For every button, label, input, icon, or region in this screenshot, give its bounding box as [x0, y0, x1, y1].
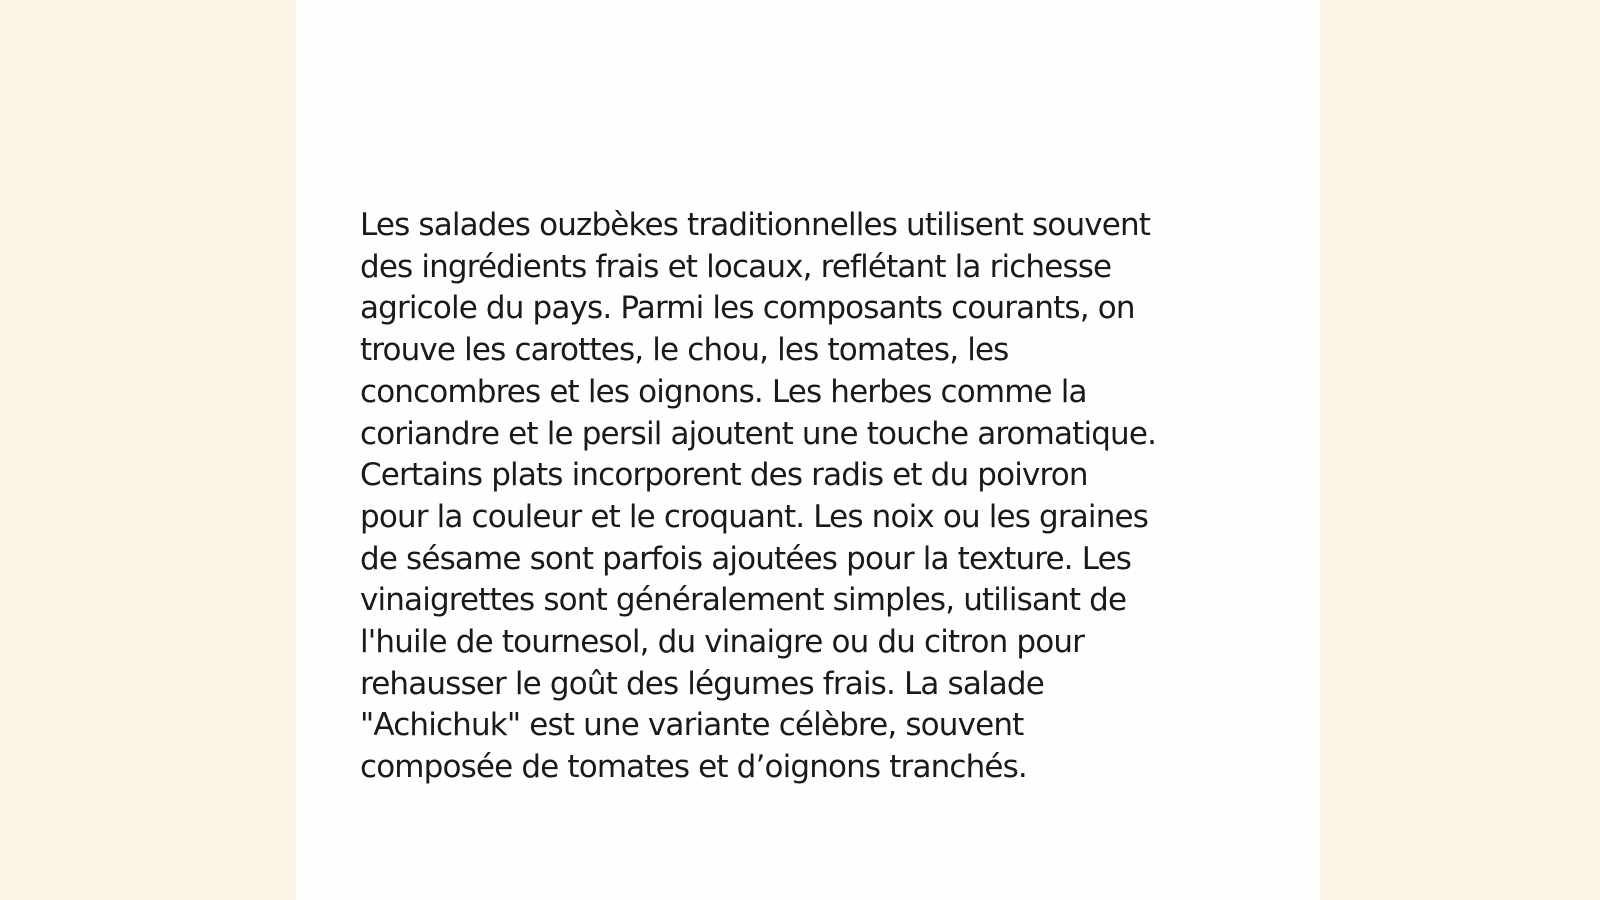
body-paragraph: Les salades ouzbèkes traditionnelles utilisent souvent des ingrédients frais et locaux, reflétant la richesse agricole du pays. Parmi les composants courants, on trouve les carottes, le chou, les tomates, les concombres et les oignons. Les herbes comme la coriandre et le persil ajoutent une touche aromatique. Certains plats incorporent des radis et du poivron pour la couleur et le croquant. Les noix ou les graines de sésame sont parfois ajoutées pour la texture. Les vinaigrettes sont généralement simples, utilisant de l'huile de tournesol, du vinaigre ou du citron pour rehausser le goût des légumes frais. La salade "Achichuk" est une variante célèbre, souvent composée de tomates et d’oignons tranchés.	[360, 207, 1157, 786]
document-page	[296, 0, 1320, 900]
